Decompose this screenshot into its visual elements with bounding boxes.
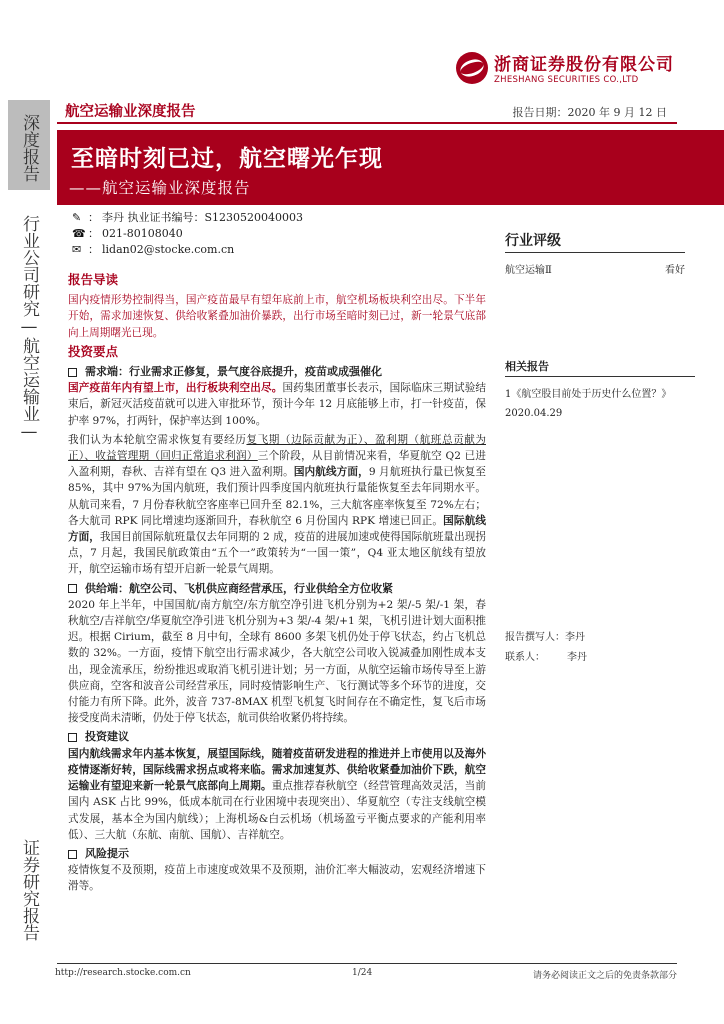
supply-paragraph: 2020 年上半年，中国国航/南方航空/东方航空净引进飞机分别为+2 架/-5 架/-1 架，春秋航空/吉祥航空/华夏航空净引进飞机分别为+3 架/-4 架/+1 架，飞机引进计划大面积推迟。根据 Cirium，截至 8 月中旬，全球有 8600 多架飞机仍处于停飞状态，约占飞机总数的 32%。一方面，疫情下航空出行需求减少，各大航空公司收入锐减叠加刚性成本支出，现金流承压，纷纷推迟或取消飞机引进计划；另一方面，从航空运输市场传导至上游供应商，空客和波音公司经营承压，同时疫情影响生产、飞行测试等多个环节的进度，交付能力有所下降。此外，波音 737-8MAX 机型飞机复飞时间存在不确定性，复飞后市场接受度尚未清晰，仍处于停飞状态，航司供给收紧仍将持续。	[68, 598, 486, 725]
demand-paragraph-2: 我们认为本轮航空需求恢复有要经历复飞期（边际贡献为正）、盈利期（航班总贡献为正）、收益管理期（回归正常追求利润）三个阶段，从目前情况来看，华夏航空 Q2 已进入盈利期，春秋、吉祥有望在 Q3 进入盈利期。国内航线方面，9 月航班执行量已恢复至 85%，其中 97%为国内航班，我们预计四季度国内航班执行量能恢复至去年同期水平。从航司来看，7 月份春秋航空客座率已回升至 82.1%，三大航客座率恢复至 72%左右；各大航司 RPK 同比增速均逐渐回升，春秋航空 6 月份国内 RPK 增速已回正。国际航线方面，我国目前国际航班量仅去年同期的 2 成，疫苗的进展加速或使得国际航班量出现拐点，7 月起，我国民航政策由“五个一”政策转为“一国一策”，Q4 亚太地区航线有望放开，航空运输市场有望开启新一轮景气周期。	[68, 433, 487, 576]
checkbox-icon	[68, 850, 77, 859]
demand-heading: 需求端：行业需求正修复，景气度谷底提升，疫苗或成强催化	[68, 364, 486, 380]
author-phone: 021-80108040	[102, 227, 183, 240]
report-date: 报告日期：2020 年 9 月 12 日	[512, 106, 667, 119]
pen-icon: ✎	[72, 211, 82, 224]
report-type: 航空运输业深度报告	[65, 104, 196, 120]
brand-mark-icon	[456, 52, 488, 84]
brand-logo	[456, 50, 674, 85]
page-footer	[55, 963, 677, 981]
analyst-info	[505, 628, 695, 668]
guide-text: 国内疫情形势控制得当，国产疫苗最早有望年底前上市，航空机场板块利空出尽。下半年开始，需求加速恢复、供给收紧叠加油价暴跌，出行市场至暗时刻已过，新一轮景气底部向上周期曙光已现。	[68, 294, 486, 339]
invest-heading: 投资建议	[68, 729, 486, 745]
writer-name: 李丹	[565, 632, 585, 643]
supply-heading: 供给端：航空公司、飞机供应商经营承压，行业供给全方位收紧	[68, 581, 486, 597]
related-title: 相关报告	[505, 358, 695, 377]
footer-disclaimer: 请务必阅读正文之后的免责条款部分	[532, 971, 677, 981]
rating-value: 看好	[665, 265, 685, 276]
email-icon: ✉	[72, 243, 82, 256]
brand-name-cn: 浙商证券股份有限公司	[494, 55, 674, 75]
writer-label: 报告撰写人：	[505, 632, 565, 643]
risk-heading: 风险提示	[68, 846, 486, 862]
demand-paragraph-1: 国产疫苗年内有望上市，出行板块利空出尽。国药集团董事长表示，国际临床三期试验结束后，新冠灭活疫苗就可以进入审批环节，预计今年 12 月底能够上市，打一针疫苗，保护率 97%，打两针，保护率达到 100%。	[68, 382, 487, 427]
related-item-date: 2020.04.29	[505, 408, 563, 419]
title-banner	[57, 130, 724, 205]
footer-url[interactable]: http://research.stocke.com.cn	[55, 968, 191, 978]
checkbox-icon	[68, 584, 77, 593]
invest-paragraph: 国内航线需求年内基本恢复，展望国际线，随着疫苗研发进程的推进并上市使用以及海外疫情逐渐好转，国际线需求拐点或将来临。需求加速复苏、供给收紧叠加油价下跌，航空运输业有望迎来新一轮景气底部向上周期。重点推荐春秋航空（经营管理高效灵活，当前国内 ASK 占比 99%，低成本航司在行业困境中表现突出）、华夏航空（专注支线航空模式发展，基本全为国内航线）；上海机场&白云机场（机场盈亏平衡点要求的产能利用率低）、三大航（东航、南航、国航）、吉祥航空。	[68, 747, 486, 841]
related-reports	[505, 358, 695, 419]
page-number: 1/24	[352, 968, 373, 978]
related-item[interactable]: 1《航空股目前处于历史什么位置？》	[505, 389, 672, 400]
guide-heading: 报告导读	[68, 272, 119, 287]
brand-name-en: ZHESHANG SECURITIES CO.,LTD	[494, 75, 639, 85]
contact-name: 李丹	[567, 652, 587, 663]
industry-rating	[505, 230, 685, 276]
points-heading: 投资要点	[68, 343, 119, 359]
phone-icon: ☎	[72, 227, 86, 240]
risk-paragraph: 疫情恢复不及预期，疫苗上市速度或效果不及预期，油价汇率大幅波动，宏观经济增速下滑等。	[68, 864, 486, 893]
contact-label: 联系人：	[505, 652, 545, 663]
sidebar-report-type: 深度报告	[8, 100, 50, 190]
page-subtitle: ——航空运输业深度报告	[69, 179, 251, 197]
rating-title: 行业评级	[505, 230, 685, 253]
checkbox-icon	[68, 733, 77, 742]
checkbox-icon	[68, 368, 77, 377]
author-contact: ✎ ： 李丹 执业证书编号：S1230520040003 ☎ ： 021-80108040 ✉ ： lidan02@stocke.com.cn	[72, 211, 304, 256]
author-line: 李丹 执业证书编号：S1230520040003	[102, 211, 304, 224]
page-title: 至暗时刻已过，航空曙光乍现	[71, 146, 383, 172]
sidebar-category: 行业公司研究—航空运输业—	[8, 207, 50, 627]
author-email[interactable]: lidan02@stocke.com.cn	[102, 243, 235, 256]
report-header	[57, 96, 677, 124]
rating-industry: 航空运输Ⅱ	[505, 265, 552, 276]
sidebar-research: 证券研究报告	[8, 835, 50, 965]
main-content	[68, 272, 486, 898]
